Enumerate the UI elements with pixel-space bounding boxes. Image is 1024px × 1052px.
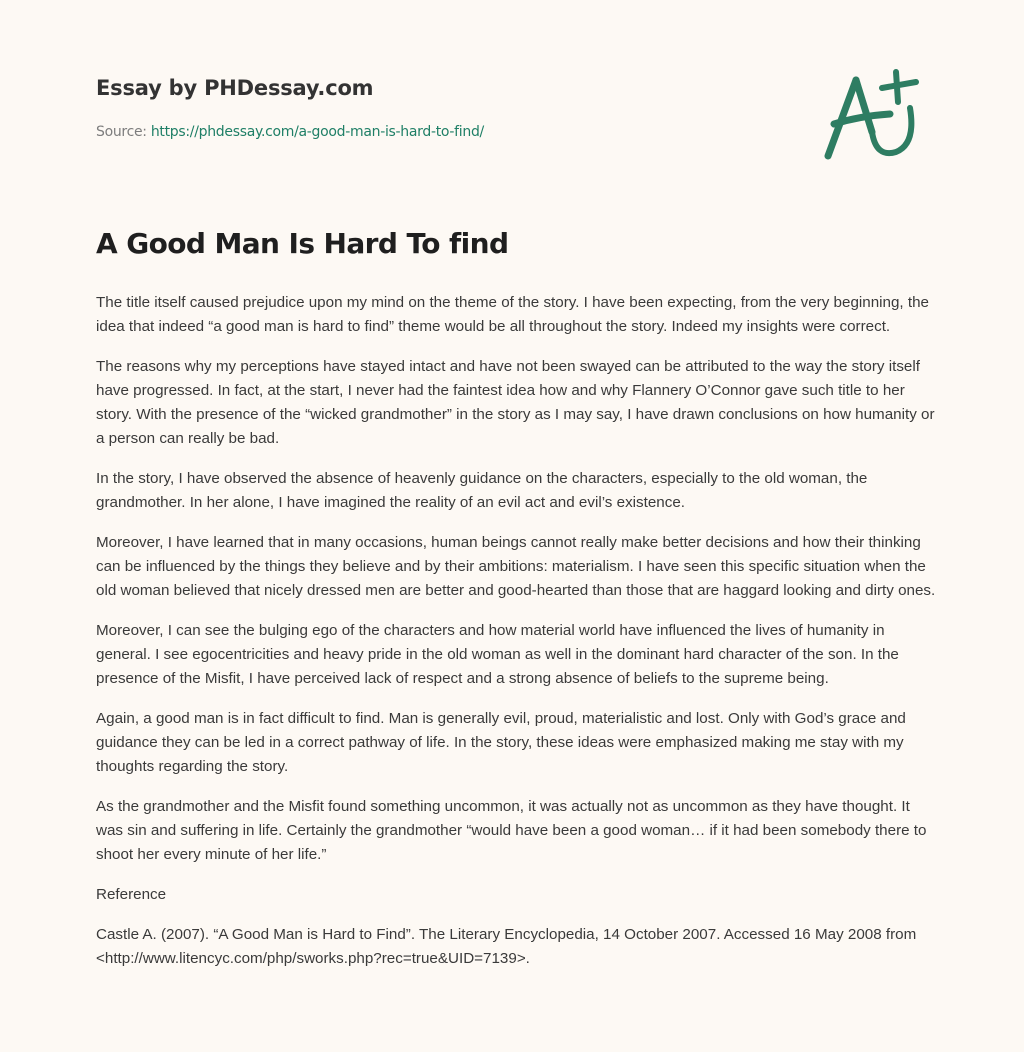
essay-paragraph: Again, a good man is in fact difficult to find. Man is generally evil, proud, materialistic and lost. Only with God’s grace and guidance they can be led in a correct pathway of life. In the story, these ideas were emphasized making me stay with my thoughts regarding the story. — [96, 710, 906, 775]
essay-paragraph: The reasons why my perceptions have stayed intact and have not been swayed can be attributed to the way the story itself have progressed. In fact, at the start, I never had the faintest idea how and why Flannery O’Connor gave such title to her story. With the presence of the “wicked grandmother” in the story as I may say, I have drawn conclusions on how humanity or a person can really be bad. — [96, 358, 935, 447]
source-link[interactable]: https://phdessay.com/a-good-man-is-hard-to-find/ — [150, 124, 484, 140]
essay-paragraph: Moreover, I have learned that in many occasions, human beings cannot really make better decisions and how their thinking can be influenced by the things they believe and by their ambitions: materialism. I have seen this specific situation when the old woman believed that nicely dressed men are better and good-hearted than those that are haggard looking and dirty ones. — [96, 534, 936, 599]
essay-paragraph: In the story, I have observed the absence of heavenly guidance on the characters, especially to the old woman, the grandmother. In her alone, I have imagined the reality of an evil act and evil’s existence. — [96, 470, 868, 511]
essay-paragraph: As the grandmother and the Misfit found something uncommon, it was actually not as uncommon as they have thought. It was sin and suffering in life. Certainly the grandmother “would have been a good woman… if it had been somebody there to shoot her every minute of her life.” — [96, 798, 927, 863]
site-title: Essay by PHDessay.com — [96, 76, 374, 100]
source-line — [96, 124, 484, 140]
essay-title: A Good Man Is Hard To find — [96, 227, 509, 260]
essay-article — [96, 224, 936, 987]
source-label: Source: — [96, 124, 147, 140]
reference-heading: Reference — [96, 886, 167, 903]
a-plus-grade-icon — [820, 66, 930, 166]
reference-citation: Castle A. (2007). “A Good Man is Hard to Find”. The Literary Encyclopedia, 14 October 2007. Accessed 16 May 2008 from <http://www.litencyc.com/php/sworks.php?rec=true&UID=7139>. — [96, 926, 917, 967]
page-header — [96, 0, 928, 200]
essay-paragraph: The title itself caused prejudice upon my mind on the theme of the story. I have been expecting, from the very beginning, the idea that indeed “a good man is hard to find” theme would be all throughout the story. Indeed my insights were correct. — [96, 294, 929, 335]
essay-paragraph: Moreover, I can see the bulging ego of the characters and how material world have influenced the lives of humanity in general. I see egocentricities and heavy pride in the old woman as well in the dominant hard character of the son. In the presence of the Misfit, I have perceived lack of respect and a strong absence of beliefs to the supreme being. — [96, 622, 899, 687]
